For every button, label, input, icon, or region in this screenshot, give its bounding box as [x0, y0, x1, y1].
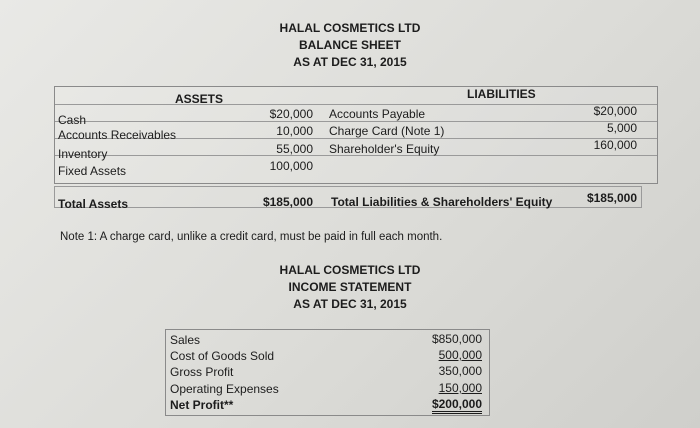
liability-label: Charge Card (Note 1)	[329, 124, 445, 138]
is-row-label: Net Profit**	[170, 398, 234, 412]
is-company-name: HALAL COSMETICS LTD	[279, 263, 421, 277]
balance-sheet-header	[250, 20, 450, 71]
bs-title: BALANCE SHEET	[298, 38, 401, 52]
is-row-value: 500,000	[438, 348, 482, 362]
liabilities-header: LIABILITIES	[467, 87, 536, 101]
asset-label: Cash	[58, 113, 87, 127]
bs-company-name: HALAL COSMETICS LTD	[279, 21, 421, 35]
asset-label: Inventory	[58, 147, 108, 161]
is-row-value: $850,000	[431, 332, 482, 346]
note-text: Note 1: A charge card, unlike a credit card, must be paid in full each month.	[60, 231, 443, 243]
income-statement-header	[250, 262, 450, 313]
net-profit-value: $200,000	[432, 397, 482, 414]
totals-row	[54, 186, 642, 211]
asset-value: $20,000	[269, 107, 313, 121]
liability-value: 5,000	[606, 121, 637, 135]
total-assets-label: Total Assets	[58, 197, 129, 211]
total-liabilities-value: $185,000	[586, 191, 637, 205]
row-divider	[55, 104, 657, 105]
is-row-value: 150,000	[438, 381, 482, 395]
liability-value: 160,000	[593, 138, 637, 152]
is-row-label: Cost of Goods Sold	[170, 349, 275, 363]
is-date: AS AT DEC 31, 2015	[293, 297, 407, 311]
is-row-value	[428, 396, 482, 412]
bs-date: AS AT DEC 31, 2015	[293, 55, 407, 69]
assets-header: ASSETS	[175, 92, 224, 106]
liability-label: Shareholder's Equity	[329, 142, 440, 156]
is-row-label: Operating Expenses	[170, 382, 279, 396]
liability-value: $20,000	[593, 104, 637, 118]
asset-label: Accounts Receivables	[58, 128, 177, 142]
total-liabilities-label: Total Liabilities & Shareholders' Equity	[331, 195, 553, 209]
asset-value: 100,000	[269, 159, 313, 173]
asset-label: Fixed Assets	[58, 164, 127, 178]
is-title: INCOME STATEMENT	[288, 280, 412, 294]
total-assets-value: $185,000	[262, 195, 313, 209]
is-row-label: Sales	[170, 333, 201, 347]
is-row-label: Gross Profit	[170, 365, 234, 379]
asset-value: 10,000	[276, 124, 313, 138]
is-row-value: 350,000	[438, 364, 482, 378]
income-statement-table	[165, 329, 490, 416]
balance-sheet-table	[54, 86, 658, 184]
liability-label: Accounts Payable	[329, 107, 426, 121]
asset-value: 55,000	[276, 142, 313, 156]
